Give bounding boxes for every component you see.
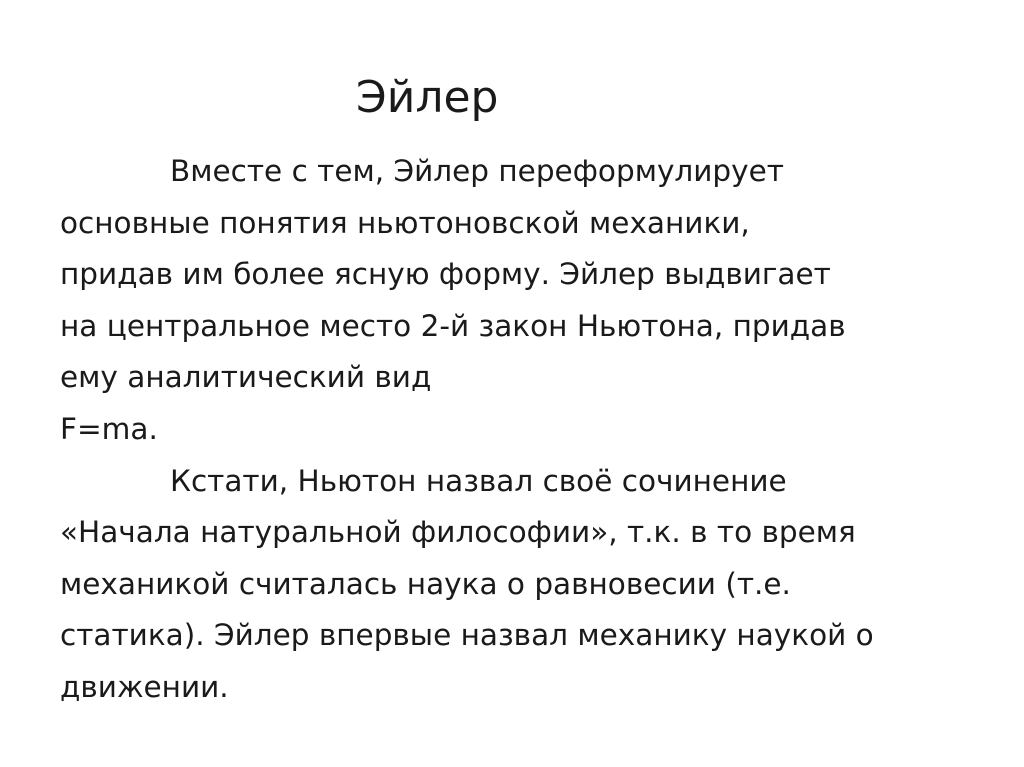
- paragraph-1-line-5: ему аналитический вид: [60, 360, 432, 395]
- formula-line: F=ma.: [60, 411, 158, 446]
- slide-body: [60, 146, 980, 714]
- paragraph-2-line-1: Кстати, Ньютон назвал своё сочинение: [170, 463, 787, 498]
- paragraph-1-line-3: придав им более ясную форму. Эйлер выдвигает: [60, 257, 831, 292]
- paragraph-1-line-4: на центральное место 2-й закон Ньютона, придав: [60, 308, 846, 343]
- slide-title: Эйлер: [356, 72, 499, 123]
- paragraph-2-line-3: механикой считалась наука о равновесии (т.е.: [60, 566, 791, 601]
- paragraph-1-line-1: Вместе с тем, Эйлер переформулирует: [170, 154, 784, 188]
- paragraph-2-line-2: «Начала натуральной философии», т.к. в то время: [60, 515, 856, 550]
- paragraph-1-line-2: основные понятия ньютоновской механики,: [60, 205, 750, 240]
- paragraph-2-line-4: статика). Эйлер впервые назвал механику наукой о: [60, 618, 874, 653]
- paragraph-2-line-5: движении.: [60, 669, 229, 704]
